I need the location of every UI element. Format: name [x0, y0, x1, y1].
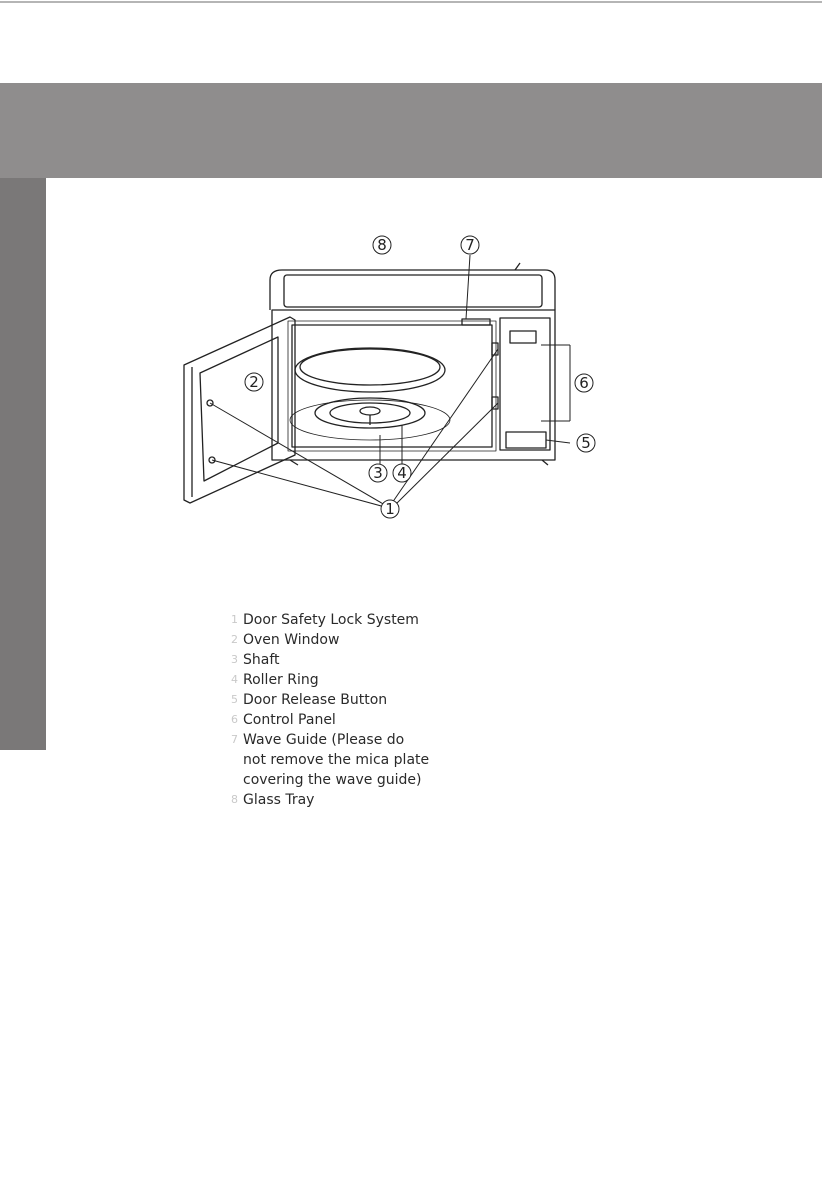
parts-list: [200, 610, 560, 810]
top-rule: [0, 1, 822, 3]
callout-8: 8: [377, 236, 387, 254]
callout-1: 1: [385, 500, 395, 518]
door-release-button: [506, 432, 546, 448]
cabinet-top: [270, 270, 555, 310]
part-item: 1 Door Safety Lock System: [231, 612, 419, 628]
callout-7: 7: [465, 236, 475, 254]
part-item: 5 Door Release Button: [231, 692, 388, 708]
part-item: 3 Shaft: [231, 652, 280, 668]
shaft: [360, 407, 380, 415]
part-item: 4 Roller Ring: [231, 672, 319, 688]
callout-3: 3: [373, 464, 383, 482]
microwave-diagram: [170, 225, 610, 525]
header-band: [0, 83, 822, 178]
control-display: [510, 331, 536, 343]
oven-window: [200, 337, 278, 481]
part-item: 6 Control Panel: [231, 712, 336, 728]
callout-5: 5: [581, 434, 591, 452]
lock-slot-lower: [492, 397, 498, 409]
callout-4: 4: [397, 464, 407, 482]
callout-6: 6: [579, 374, 589, 392]
cabinet-top-inner: [284, 275, 542, 307]
control-panel: [500, 318, 550, 450]
part-item: 2 Oven Window: [231, 632, 340, 648]
part-item-continuation: covering the wave guide): [243, 772, 422, 788]
side-tab: [0, 178, 46, 750]
part-item-continuation: not remove the mica plate: [243, 752, 430, 768]
part-item: 7 Wave Guide (Please do: [231, 732, 405, 748]
wave-guide: [462, 319, 490, 325]
part-item: 8 Glass Tray: [231, 792, 315, 808]
oven-cavity: [292, 325, 492, 447]
callout-2: 2: [249, 373, 259, 391]
microwave-line-art: [170, 225, 610, 525]
